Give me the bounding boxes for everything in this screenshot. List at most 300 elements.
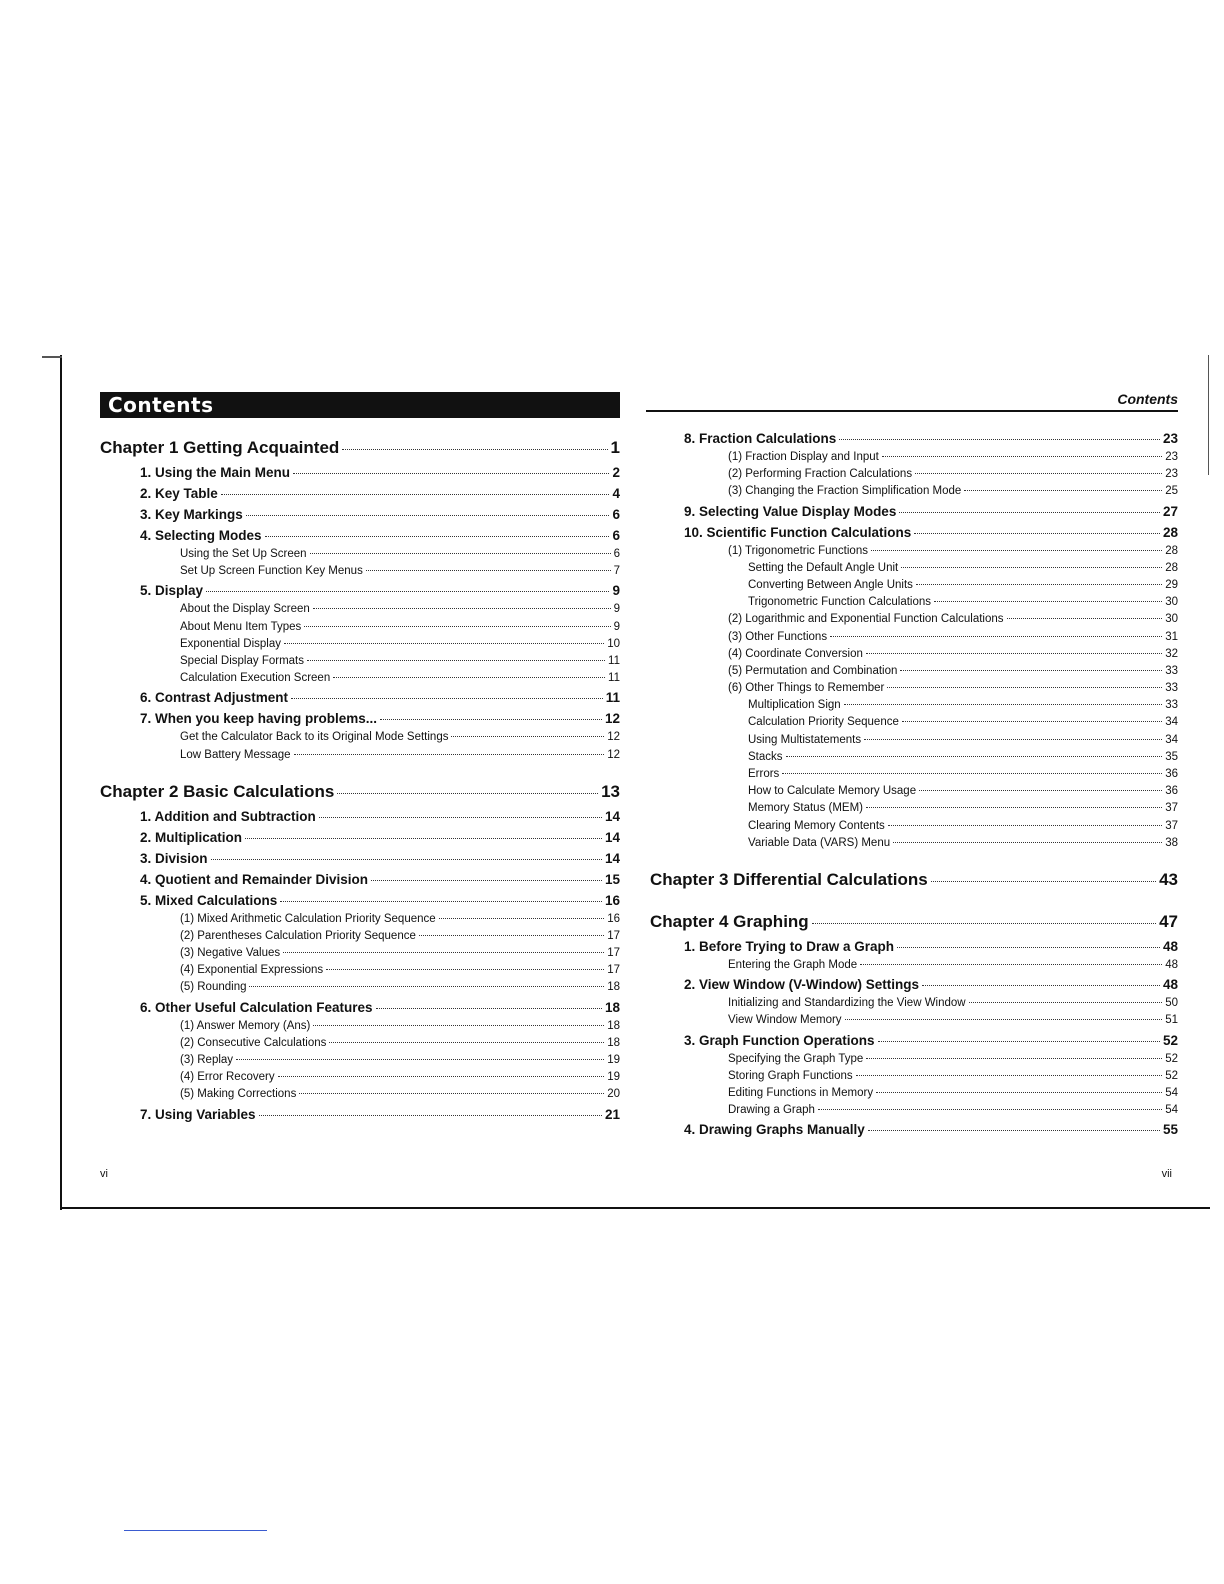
toc-entry-page: 6	[612, 507, 620, 522]
toc-entry-sub	[100, 653, 620, 670]
toc-entry-page: 11	[608, 672, 620, 685]
toc-entry-page: 18	[607, 981, 620, 994]
toc-entry-title: Using the Set Up Screen	[180, 548, 307, 560]
contents-banner	[100, 392, 620, 418]
toc-entry-page: 10	[607, 637, 620, 650]
toc-entry-sub	[100, 962, 620, 979]
toc-entry-page: 21	[604, 1106, 620, 1122]
toc-dot-leader	[934, 601, 1162, 602]
toc-entry-sub	[100, 979, 620, 996]
toc-dot-leader	[866, 653, 1162, 654]
toc-entry-title: 4. Drawing Graphs Manually	[684, 1122, 865, 1138]
toc-entry-page: 2	[612, 465, 620, 480]
toc-dot-leader	[283, 952, 604, 953]
toc-entry-page: 51	[1165, 1014, 1178, 1027]
toc-entry-sub	[100, 619, 620, 636]
toc-dot-leader	[310, 553, 611, 554]
toc-entry-title: (3) Other Functions	[728, 630, 828, 643]
toc-dot-leader	[969, 1002, 1163, 1003]
toc-entry-page: 11	[608, 654, 620, 667]
toc-entry-title: (1) Answer Memory (Ans)	[180, 1019, 311, 1032]
toc-dot-leader	[211, 859, 602, 860]
toc-entry-title: (1) Fraction Display and Input	[728, 451, 879, 463]
toc-entry-page: 25	[1165, 485, 1178, 498]
toc-entry-sub	[650, 957, 1178, 974]
toc-entry-page: 28	[1165, 561, 1178, 574]
toc-entry-page: 52	[1165, 1052, 1178, 1065]
toc-entry-page: 18	[607, 1019, 620, 1032]
toc-entry-title: (2) Performing Fraction Calculations	[728, 468, 913, 481]
toc-entry-title: (4) Exponential Expressions	[180, 964, 324, 977]
scan-left-tick	[42, 356, 62, 358]
toc-entry-title: Initializing and Standardizing the View Window	[728, 997, 966, 1010]
toc-entry-title: 1. Using the Main Menu	[140, 465, 291, 480]
toc-entry-sub	[650, 1051, 1178, 1068]
toc-dot-leader	[866, 807, 1162, 808]
toc-entry-title: Get the Calculator Back to its Original Mode Settings	[180, 731, 449, 744]
toc-entry-page: 12	[604, 711, 620, 727]
toc-dot-leader	[868, 1130, 1160, 1131]
toc-dot-leader	[259, 1115, 602, 1116]
toc-entry-chapter	[650, 866, 1178, 894]
toc-entry-sub	[650, 483, 1178, 500]
toc-entry-title: 3. Division	[140, 850, 208, 866]
toc-entry-section	[100, 848, 620, 869]
toc-entry-section	[100, 504, 620, 525]
toc-dot-leader	[964, 490, 1162, 491]
toc-dot-leader	[916, 584, 1162, 585]
toc-dot-leader	[326, 969, 604, 970]
toc-entry-section	[100, 997, 620, 1018]
toc-entry-section	[650, 501, 1178, 522]
toc-entry-section	[100, 1104, 620, 1125]
toc-entry-page: 29	[1165, 578, 1178, 591]
toc-dot-leader	[782, 773, 1162, 774]
toc-dot-leader	[818, 1109, 1162, 1110]
toc-dot-leader	[893, 842, 1162, 843]
toc-entry-page: 9	[613, 603, 620, 616]
toc-entry-title: 2. Multiplication	[140, 829, 243, 845]
toc-entry-page: 38	[1165, 836, 1178, 849]
toc-entry-title: Special Display Formats	[180, 654, 304, 667]
toc-dot-leader	[246, 515, 610, 516]
toc-entry-subsub	[650, 800, 1178, 817]
toc-entry-title: Editing Functions in Memory	[728, 1086, 874, 1099]
toc-entry-subsub	[650, 818, 1178, 835]
toc-entry-page: 36	[1165, 768, 1178, 780]
toc-entry-page: 28	[1162, 524, 1178, 540]
toc-entry-chapter	[650, 908, 1178, 936]
toc-entry-title: (6) Other Things to Remember	[728, 682, 885, 695]
toc-dot-leader	[922, 985, 1160, 986]
toc-entry-title: 3. Key Markings	[140, 507, 243, 522]
toc-entry-title: Errors	[748, 768, 780, 780]
toc-entry-title: Chapter 4 Graphing	[650, 911, 809, 931]
toc-entry-title: Chapter 1 Getting Acquainted	[100, 438, 340, 457]
toc-entry-title: 5. Mixed Calculations	[140, 892, 278, 908]
toc-entry-section	[100, 806, 620, 827]
toc-entry-subsub	[650, 714, 1178, 731]
toc-entry-sub	[100, 670, 620, 687]
toc-dot-leader	[299, 1093, 604, 1094]
toc-entry-page: 6	[613, 548, 620, 560]
toc-entry-page: 17	[607, 964, 620, 977]
toc-dot-leader	[900, 670, 1162, 671]
toc-dot-leader	[871, 550, 1162, 551]
toc-dot-leader	[221, 494, 610, 495]
toc-entry-page: 20	[607, 1088, 620, 1101]
toc-dot-leader	[313, 1025, 604, 1026]
toc-entry-page: 35	[1165, 750, 1178, 763]
toc-entry-sub	[650, 611, 1178, 628]
toc-entry-title: About Menu Item Types	[180, 620, 302, 633]
toc-entry-section	[100, 708, 620, 729]
toc-dot-leader	[812, 923, 1156, 924]
toc-entry-title: 1. Addition and Subtraction	[140, 808, 316, 824]
toc-dot-leader	[206, 591, 609, 592]
toc-dot-leader	[786, 756, 1163, 757]
toc-entry-title: Stacks	[748, 750, 783, 763]
toc-entry-chapter	[100, 434, 620, 462]
toc-entry-page: 54	[1165, 1086, 1178, 1099]
toc-dot-leader	[888, 825, 1162, 826]
toc-entry-title: (5) Rounding	[180, 981, 247, 994]
toc-dot-leader	[380, 719, 602, 720]
toc-entry-section	[650, 522, 1178, 543]
toc-entry-section	[650, 974, 1178, 995]
toc-entry-subsub	[650, 560, 1178, 577]
toc-entry-page: 11	[605, 690, 620, 706]
toc-entry-title: (2) Parentheses Calculation Priority Sequence	[180, 929, 416, 942]
toc-dot-leader	[337, 793, 598, 794]
toc-entry-page: 27	[1162, 503, 1178, 519]
toc-entry-sub	[650, 629, 1178, 646]
right-toc-list	[650, 428, 1178, 1140]
toc-entry-title: (3) Replay	[180, 1054, 234, 1066]
toc-dot-leader	[333, 677, 605, 678]
toc-entry-title: (5) Making Corrections	[180, 1088, 297, 1101]
toc-dot-leader	[899, 512, 1160, 513]
contents-banner-title: Contents	[108, 393, 214, 417]
toc-entry-section	[100, 890, 620, 911]
toc-entry-subsub	[650, 594, 1178, 611]
toc-dot-leader	[366, 570, 611, 571]
toc-dot-leader	[844, 704, 1163, 705]
toc-dot-leader	[919, 790, 1162, 791]
toc-entry-subsub	[650, 835, 1178, 852]
toc-dot-leader	[293, 473, 609, 474]
toc-entry-page: 17	[607, 947, 620, 960]
toc-dot-leader	[856, 1075, 1163, 1076]
toc-entry-subsub	[650, 783, 1178, 800]
toc-dot-leader	[878, 1041, 1160, 1042]
toc-entry-title: Calculation Execution Screen	[180, 672, 331, 685]
toc-dot-leader	[284, 643, 604, 644]
toc-dot-leader	[245, 838, 602, 839]
toc-entry-sub	[100, 1086, 620, 1103]
toc-entry-title: Drawing a Graph	[728, 1104, 815, 1117]
toc-entry-page: 55	[1162, 1122, 1178, 1138]
toc-entry-sub	[650, 466, 1178, 483]
toc-entry-section	[650, 1119, 1178, 1140]
toc-entry-section	[100, 580, 620, 601]
toc-entry-title: 9. Selecting Value Display Modes	[684, 503, 897, 519]
toc-entry-sub	[100, 601, 620, 618]
toc-entry-sub	[650, 1068, 1178, 1085]
toc-entry-sub	[650, 680, 1178, 697]
right-page	[630, 0, 1224, 1584]
toc-entry-sub	[100, 1018, 620, 1035]
toc-entry-section	[100, 687, 620, 708]
toc-entry-page: 23	[1165, 451, 1178, 463]
toc-entry-page: 17	[607, 929, 620, 942]
toc-dot-leader	[882, 456, 1162, 457]
toc-entry-title: 5. Display	[140, 583, 204, 599]
toc-entry-section	[100, 525, 620, 546]
toc-dot-leader	[342, 449, 607, 450]
toc-dot-leader	[839, 439, 1160, 440]
toc-dot-leader	[1007, 618, 1163, 619]
toc-entry-page: 52	[1162, 1032, 1178, 1048]
toc-dot-leader	[376, 1008, 602, 1009]
toc-dot-leader	[830, 636, 1162, 637]
toc-dot-leader	[451, 736, 604, 737]
toc-dot-leader	[876, 1092, 1162, 1093]
scan-left-edge	[60, 355, 62, 1210]
toc-entry-title: 3. Graph Function Operations	[684, 1032, 875, 1048]
toc-entry-page: 14	[604, 808, 620, 824]
toc-entry-sub	[650, 543, 1178, 560]
toc-entry-sub	[100, 911, 620, 928]
toc-entry-sub	[100, 636, 620, 653]
running-head	[646, 390, 1178, 412]
toc-entry-subsub	[650, 749, 1178, 766]
toc-dot-leader	[304, 626, 610, 627]
toc-dot-leader	[897, 947, 1160, 948]
toc-entry-page: 6	[612, 528, 620, 543]
toc-entry-title: (4) Error Recovery	[180, 1071, 275, 1084]
toc-dot-leader	[307, 660, 605, 661]
toc-dot-leader	[313, 608, 611, 609]
toc-entry-sub	[650, 995, 1178, 1012]
toc-dot-leader	[439, 918, 605, 919]
toc-entry-title: Memory Status (MEM)	[748, 802, 864, 815]
toc-entry-page: 14	[604, 829, 620, 845]
toc-spacer	[100, 764, 620, 778]
toc-dot-leader	[887, 687, 1162, 688]
toc-entry-page: 9	[613, 620, 620, 633]
toc-dot-leader	[866, 1058, 1162, 1059]
toc-entry-sub	[650, 449, 1178, 466]
toc-dot-leader	[860, 964, 1162, 965]
toc-entry-page: 30	[1165, 596, 1178, 609]
toc-dot-leader	[236, 1059, 604, 1060]
toc-entry-page: 4	[612, 486, 620, 501]
toc-entry-page: 13	[601, 781, 620, 801]
toc-entry-title: How to Calculate Memory Usage	[748, 785, 917, 798]
toc-entry-subsub	[650, 732, 1178, 749]
toc-entry-title: (3) Negative Values	[180, 947, 281, 960]
toc-entry-title: 4. Selecting Modes	[140, 528, 262, 543]
toc-dot-leader	[265, 536, 610, 537]
toc-entry-section	[100, 462, 620, 483]
toc-entry-page: 7	[613, 565, 620, 578]
toc-entry-page: 30	[1165, 613, 1178, 626]
toc-entry-title: Exponential Display	[180, 637, 282, 650]
toc-entry-sub	[650, 646, 1178, 663]
toc-dot-leader	[419, 935, 604, 936]
toc-entry-title: Chapter 3 Differential Calculations	[650, 869, 928, 889]
toc-entry-title: (1) Mixed Arithmetic Calculation Priority Sequence	[180, 912, 436, 925]
toc-dot-leader	[249, 986, 604, 987]
toc-spacer	[650, 852, 1178, 866]
toc-entry-section	[650, 428, 1178, 449]
toc-entry-title: Variable Data (VARS) Menu	[748, 836, 891, 849]
toc-dot-leader	[371, 880, 602, 881]
toc-entry-title: 7. Using Variables	[140, 1106, 256, 1122]
toc-dot-leader	[329, 1042, 604, 1043]
toc-entry-page: 19	[607, 1071, 620, 1084]
toc-entry-title: 2. Key Table	[140, 486, 218, 501]
toc-entry-section	[650, 1030, 1178, 1051]
toc-entry-title: 8. Fraction Calculations	[684, 431, 837, 446]
toc-entry-page: 50	[1165, 997, 1178, 1010]
toc-entry-subsub	[650, 577, 1178, 594]
toc-entry-page: 1	[610, 438, 620, 457]
toc-dot-leader	[864, 739, 1162, 740]
toc-entry-title: Converting Between Angle Units	[748, 578, 913, 591]
toc-dot-leader	[280, 901, 602, 902]
toc-dot-leader	[914, 533, 1160, 534]
toc-entry-page: 32	[1165, 647, 1178, 660]
toc-entry-page: 48	[1162, 938, 1178, 954]
left-toc-list	[100, 434, 620, 1125]
scan-bottom-edge	[60, 1207, 1210, 1209]
toc-entry-page: 31	[1165, 630, 1178, 643]
toc-entry-title: View Window Memory	[728, 1014, 842, 1027]
toc-entry-title: Calculation Priority Sequence	[748, 716, 899, 729]
toc-entry-section	[100, 827, 620, 848]
toc-entry-page: 16	[607, 912, 620, 925]
toc-entry-sub	[650, 1102, 1178, 1119]
toc-entry-title: Setting the Default Angle Unit	[748, 561, 899, 574]
toc-entry-page: 23	[1162, 431, 1178, 446]
toc-entry-title: Chapter 2 Basic Calculations	[100, 781, 335, 801]
toc-entry-page: 28	[1165, 544, 1178, 557]
toc-entry-page: 18	[607, 1036, 620, 1049]
scan-bottom-underline	[124, 1530, 267, 1531]
toc-entry-sub	[100, 747, 620, 764]
left-page-number: vi	[100, 1168, 108, 1180]
toc-entry-sub	[650, 663, 1178, 680]
toc-entry-title: Using Multistatements	[748, 733, 862, 746]
toc-entry-title: Low Battery Message	[180, 748, 291, 761]
toc-entry-title: (3) Changing the Fraction Simplification Mode	[728, 485, 962, 498]
toc-entry-title: 2. View Window (V-Window) Settings	[684, 977, 920, 993]
toc-entry-sub	[100, 1052, 620, 1069]
toc-entry-section	[100, 483, 620, 504]
toc-dot-leader	[291, 698, 603, 699]
toc-entry-sub	[100, 729, 620, 746]
toc-entry-title: Clearing Memory Contents	[748, 819, 885, 832]
toc-entry-title: (4) Coordinate Conversion	[728, 647, 863, 660]
toc-entry-title: (2) Consecutive Calculations	[180, 1036, 327, 1049]
toc-entry-page: 48	[1165, 958, 1178, 971]
toc-entry-sub	[650, 1012, 1178, 1029]
toc-dot-leader	[845, 1019, 1163, 1020]
toc-entry-page: 37	[1165, 802, 1178, 815]
toc-entry-subsub	[650, 766, 1178, 783]
toc-entry-sub	[100, 563, 620, 580]
toc-entry-title: 10. Scientific Function Calculations	[684, 524, 912, 540]
toc-dot-leader	[915, 473, 1162, 474]
toc-entry-page: 43	[1159, 869, 1178, 889]
toc-entry-page: 33	[1165, 682, 1178, 695]
toc-entry-sub	[650, 1085, 1178, 1102]
toc-entry-page: 23	[1165, 468, 1178, 481]
toc-spacer	[650, 894, 1178, 908]
toc-dot-leader	[294, 754, 605, 755]
toc-entry-chapter	[100, 778, 620, 806]
toc-entry-title: Entering the Graph Mode	[728, 958, 858, 971]
toc-dot-leader	[901, 567, 1162, 568]
toc-entry-page: 12	[607, 748, 620, 761]
toc-entry-title: Set Up Screen Function Key Menus	[180, 565, 363, 578]
toc-entry-page: 48	[1162, 977, 1178, 993]
toc-entry-title: 6. Contrast Adjustment	[140, 690, 289, 706]
toc-entry-sub	[100, 928, 620, 945]
toc-entry-page: 34	[1165, 716, 1178, 729]
toc-entry-sub	[100, 945, 620, 962]
toc-entry-page: 9	[612, 583, 620, 599]
toc-entry-page: 12	[607, 731, 620, 744]
toc-dot-leader	[278, 1076, 605, 1077]
toc-entry-page: 47	[1159, 911, 1178, 931]
toc-entry-title: 7. When you keep having problems...	[140, 711, 378, 727]
toc-entry-title: Specifying the Graph Type	[728, 1052, 864, 1065]
toc-entry-page: 34	[1165, 733, 1178, 746]
toc-entry-section	[650, 936, 1178, 957]
toc-entry-page: 16	[604, 892, 620, 908]
toc-entry-title: Storing Graph Functions	[728, 1069, 853, 1082]
toc-entry-section	[100, 869, 620, 890]
toc-entry-title: 6. Other Useful Calculation Features	[140, 999, 373, 1015]
toc-entry-page: 19	[607, 1054, 620, 1066]
toc-entry-page: 33	[1165, 699, 1178, 712]
toc-entry-title: (2) Logarithmic and Exponential Function Calculations	[728, 613, 1004, 626]
right-page-number: vii	[1161, 1168, 1172, 1180]
toc-entry-sub	[100, 1069, 620, 1086]
toc-entry-title: About the Display Screen	[180, 603, 310, 616]
toc-entry-title: Multiplication Sign	[748, 699, 841, 712]
scan-right-edge	[1208, 355, 1209, 475]
toc-entry-title: (5) Permutation and Combination	[728, 664, 898, 677]
toc-entry-subsub	[650, 697, 1178, 714]
toc-entry-title: (1) Trigonometric Functions	[728, 544, 868, 557]
toc-entry-page: 14	[604, 850, 620, 866]
toc-dot-leader	[319, 817, 602, 818]
toc-entry-page: 52	[1165, 1069, 1178, 1082]
toc-entry-page: 18	[604, 999, 620, 1015]
toc-entry-title: Trigonometric Function Calculations	[748, 596, 932, 609]
toc-entry-page: 15	[604, 871, 620, 887]
toc-entry-sub	[100, 546, 620, 563]
toc-entry-page: 33	[1165, 664, 1178, 677]
toc-entry-sub	[100, 1035, 620, 1052]
toc-dot-leader	[931, 881, 1156, 882]
toc-entry-title: 1. Before Trying to Draw a Graph	[684, 938, 895, 954]
running-head-title: Contents	[1117, 391, 1178, 407]
